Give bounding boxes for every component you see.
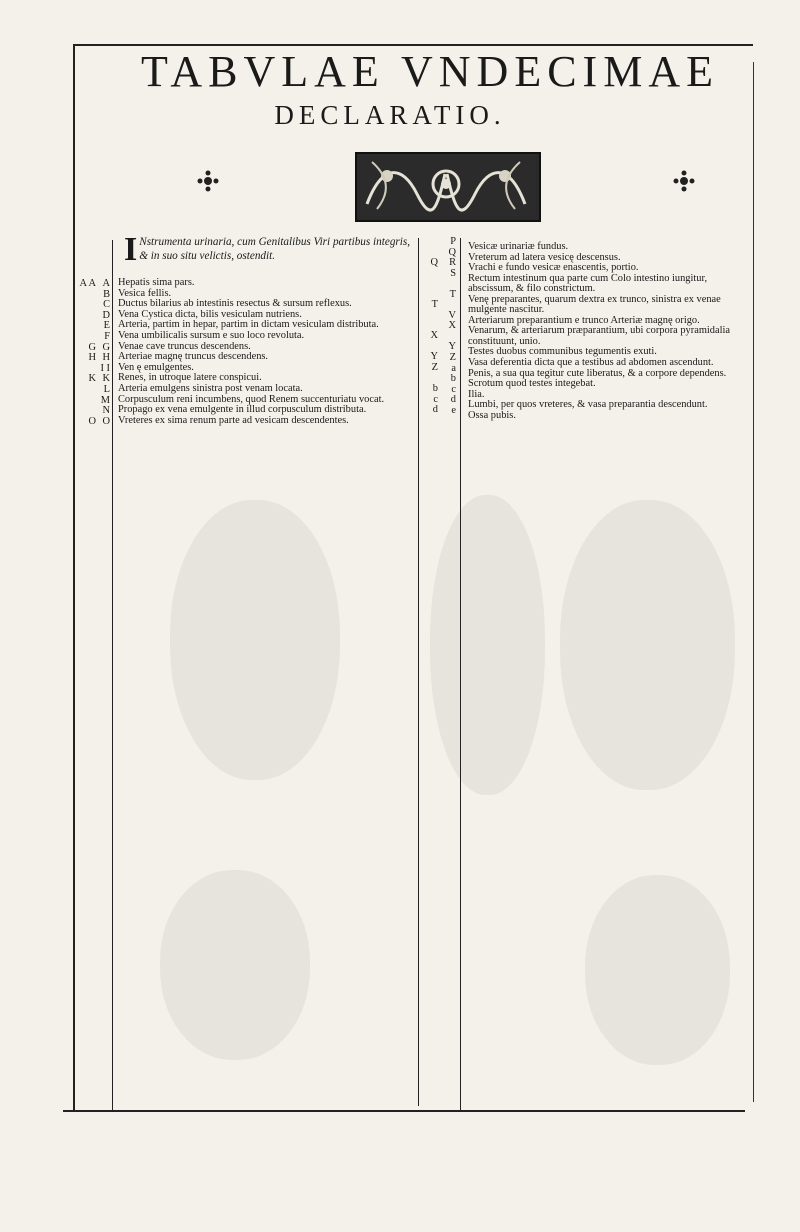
left-column-rule [112, 240, 113, 1110]
legend-key-letter: Z [449, 351, 456, 363]
legend-key-letter: Y [430, 351, 438, 363]
legend-entry-text: Ven ę emulgentes. [118, 361, 194, 373]
right-inner-letters [440, 236, 456, 416]
legend-key-letter [74, 299, 96, 310]
legend-entry [468, 379, 750, 390]
legend-entry-text: Ilia. [468, 388, 485, 400]
right-entry-list [468, 242, 750, 422]
legend-entry [118, 331, 416, 342]
legend-entry-text: Scrotum quod testes integebat. [468, 378, 596, 390]
legend-key-letter: I I [100, 362, 110, 374]
legend-entry [468, 326, 750, 347]
legend-key-letter: P [450, 236, 456, 247]
legend-key-letter: K [102, 373, 110, 385]
legend-entry-text: Rectum intestinum qua parte cum Colo intestino iungitur, abscissum, & filo constrictum. [468, 272, 708, 295]
page-subtitle: DECLARATIO. [274, 100, 506, 130]
legend-entry-text: Vreteres ex sima renum parte ad vesicam descendentes. [118, 414, 349, 426]
legend-key-letter [74, 289, 96, 300]
legend-entry [468, 274, 750, 295]
ghost-figure-kidney-left [170, 500, 340, 780]
legend-entry-text: Venae cave truncus descendens. [118, 340, 251, 352]
legend-key-letter [74, 320, 96, 331]
legend-key-letter: c [451, 383, 456, 395]
legend-key-letter: A A [79, 278, 96, 289]
legend-entry-text: Renes, in utroque latere conspicui. [118, 372, 262, 384]
legend-key-letter [424, 278, 438, 299]
legend-key-letter [424, 246, 438, 257]
legend-key-letter: L [103, 383, 110, 395]
legend-key-letter: b [432, 383, 438, 395]
legend-key-letter: d [450, 394, 456, 406]
frame-bottom-rule [63, 1110, 745, 1112]
legend-entry-text: Arteria, partim in hepar, partim in dictam vesiculam distributa. [118, 319, 379, 331]
legend-entry-text: Penis, a sua qua tegitur cute liberatus, & a corpore dependens. [468, 367, 727, 379]
legend-key-letter: S [450, 267, 456, 279]
drop-initial: I [124, 231, 138, 268]
legend-key-letter: a [451, 362, 456, 374]
legend-key-letter: R [449, 257, 456, 269]
legend-key-letter [424, 373, 438, 384]
legend-entry-text: Vena umbilicalis sursum e suo loco revoluta. [118, 329, 305, 341]
legend-key-letter [424, 320, 438, 331]
legend-entry-text: Venę preparantes, quarum dextra ex trunco, sinistra ex venae mulgente nascitur. [468, 293, 721, 316]
ghost-figure-bottom-right [585, 875, 730, 1065]
legend-key-letter: V [448, 309, 456, 321]
legend-key-letter: A [102, 278, 110, 289]
legend-entry-text: Lumbi, per quos vreteres, & vasa preparantia descendunt. [468, 399, 708, 411]
frame-left-rule [73, 44, 75, 1112]
legend-key-letter: c [433, 393, 438, 405]
legend-key-letter: D [102, 309, 110, 321]
legend-key-letter: d [432, 404, 438, 416]
legend-key-letter: H [88, 352, 96, 364]
woodcut-ornament [355, 152, 541, 222]
legend-key-letter [74, 331, 96, 342]
legend-key-letter [74, 310, 96, 321]
legend-entry-text: Vasa deferentia dicta que a testibus ad abdomen ascendunt. [468, 356, 714, 368]
legend-key-letter: N [102, 405, 110, 417]
legend-key-letter [74, 384, 96, 395]
legend-key-letter [74, 395, 96, 406]
legend-key-letter [424, 267, 438, 278]
ghost-figure-bottom-left [160, 870, 310, 1060]
legend-entry [468, 242, 750, 253]
legend-entry-text: Propago ex vena emulgente in illud corpusculum distributa. [118, 404, 367, 416]
ghost-figure-kidney-center [430, 495, 545, 795]
legend-entry-text: Arteria emulgens sinistra post venam locata. [118, 382, 303, 394]
legend-key-letter: e [451, 404, 456, 416]
legend-key-letter: X [448, 320, 456, 332]
legend-entry-text: Vena Cystica dicta, bilis vesiculam nutriens. [118, 308, 302, 320]
legend-entry-text: Vreterum ad latera vesicę descensus. [468, 251, 621, 263]
legend-entry-text: Ductus bilarius ab intestinis resectus & sursum reflexus. [118, 298, 352, 310]
left-outer-letters [74, 278, 96, 426]
legend-key-letter: b [450, 373, 456, 385]
legend-entry [118, 278, 416, 289]
legend-key-letter: Q [448, 246, 456, 258]
legend-key-letter: Z [431, 361, 438, 373]
legend-key-letter: F [104, 330, 110, 342]
frame-right-rule [753, 62, 754, 1102]
legend-key-letter: O [88, 415, 96, 427]
legend-entry-text: Hepatis sima pars. [118, 277, 195, 288]
legend-entry [468, 295, 750, 316]
legend-key-letter: X [430, 330, 438, 342]
page-title: TABVLAE VNDECIMAE [141, 47, 719, 96]
legend-entry-text: Arteriae magnę truncus descendens. [118, 351, 269, 363]
intro-paragraph [124, 231, 416, 268]
legend-key-letter: Q [430, 256, 438, 268]
legend-entry-text: Venarum, & arteriarum præparantium, ubi corpora pyramidalia constituunt, unio. [468, 325, 730, 347]
legend-key-letter: K [88, 373, 96, 385]
legend-entry [468, 411, 750, 422]
legend-key-letter: E [103, 320, 110, 332]
ghost-figure-kidney-right [560, 500, 735, 790]
fleuron-left-icon [197, 170, 219, 192]
legend-key-letter: Y [448, 341, 456, 353]
legend-key-letter: C [103, 299, 110, 311]
legend-entry-text: Vrachi e fundo vesicæ enascentis, portio. [468, 262, 639, 274]
legend-key-letter: G [88, 341, 96, 353]
legend-key-letter: O [102, 415, 110, 427]
legend-key-letter: H [102, 352, 110, 364]
center-rule-b [460, 238, 461, 1110]
legend-entry-text: Ossa pubis. [468, 409, 516, 421]
legend-entry [118, 384, 416, 395]
right-outer-letters [424, 246, 438, 426]
legend-entry-text: Arteriarum preparantium e trunco Arteriæ magnę origo. [468, 314, 700, 326]
legend-entry [468, 358, 750, 369]
legend-entry-text: Corpusculum reni incumbens, quod Renem succenturiatu vocat. [118, 393, 385, 405]
legend-key-letter [74, 405, 96, 416]
legend-entry-text: Testes duobus communibus tegumentis exuti. [468, 346, 657, 358]
legend-entry-text: Vesicæ urinariæ fundus. [468, 241, 569, 252]
left-inner-letters [94, 278, 110, 426]
legend-key-letter: T [431, 298, 438, 310]
legend-key-letter [424, 415, 438, 426]
center-rule-a [418, 238, 419, 1106]
legend-key-letter: T [449, 288, 456, 300]
legend-key-letter [74, 363, 96, 374]
left-entry-list [118, 278, 416, 426]
legend-entry [118, 416, 416, 427]
legend-entry-text: Vesica fellis. [118, 287, 172, 299]
intro-text: Nstrumenta urinaria, cum Genitalibus Viri partibus integris, & in suo situ velictis, ostendit. [139, 236, 411, 262]
legend-key-letter: G [102, 341, 110, 353]
fleuron-right-icon [673, 170, 695, 192]
legend-key-letter: M [100, 394, 110, 406]
legend-key-letter: B [103, 288, 110, 300]
